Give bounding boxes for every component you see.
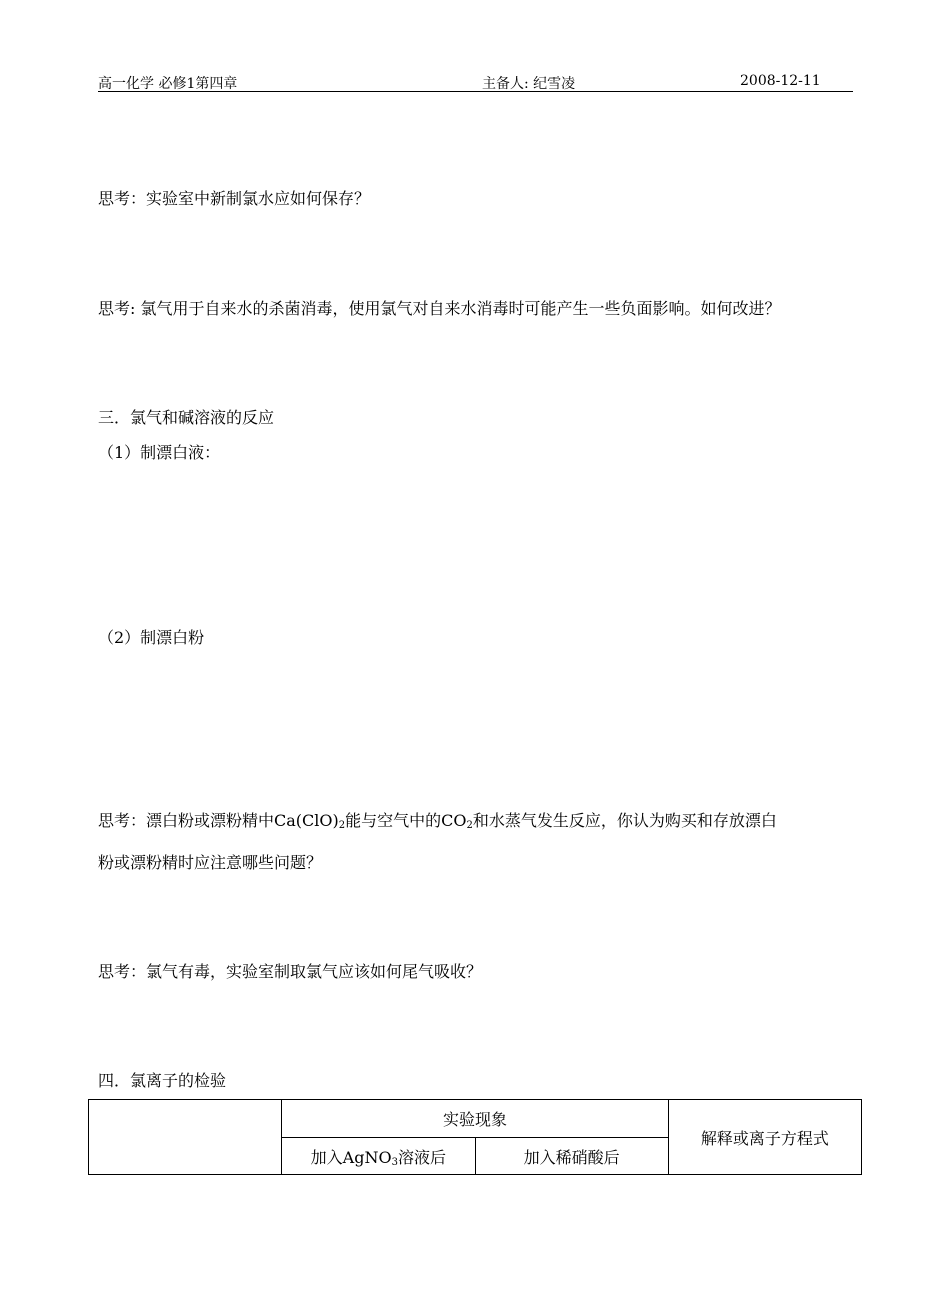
question-bleach-storage-line-2: 粉或漂粉精时应注意哪些问题？ <box>98 853 323 872</box>
header-phenomenon: 实验现象 <box>282 1100 669 1138</box>
header-date: 2008-12-11 <box>740 73 821 89</box>
section-3-title: 三．氯气和碱溶液的反应 <box>98 408 275 427</box>
section-3-item-1: （1）制漂白液： <box>98 443 221 462</box>
agno3-label-1: 加入AgNO <box>310 1147 392 1167</box>
table-empty-cell <box>89 1100 282 1175</box>
question-bleach-storage-line-1 <box>98 808 777 831</box>
agno3-subscript: 3 <box>391 1156 398 1168</box>
question-tail-gas: 思考：氯气有毒，实验室制取氯气应该如何尾气吸收？ <box>98 962 483 981</box>
header-explanation: 解释或离子方程式 <box>668 1100 861 1175</box>
header-course: 高一化学 必修1第四章 <box>98 76 238 92</box>
q3-text-1: 思考：漂白粉或漂粉精中Ca(ClO) <box>98 811 339 830</box>
q3-subscript-2: 2 <box>466 820 473 831</box>
header-author: 主备人: 纪雪凌 <box>482 76 576 92</box>
q3-text-2: 能与空气中的CO <box>345 811 467 830</box>
question-chlorine-water-storage: 思考：实验室中新制氯水应如何保存？ <box>98 189 371 208</box>
q3-subscript-1: 2 <box>338 820 346 831</box>
chloride-test-table <box>88 1099 862 1175</box>
header-after-agno3 <box>282 1138 475 1175</box>
page-header <box>98 73 853 92</box>
q3-text-3: 和水蒸气发生反应，你认为购买和存放漂白 <box>472 811 777 830</box>
section-4-title: 四．氯离子的检验 <box>98 1071 227 1090</box>
agno3-label-2: 溶液后 <box>397 1147 446 1167</box>
header-after-nitric-acid: 加入稀硝酸后 <box>475 1138 668 1175</box>
question-disinfection: 思考: 氯气用于自来水的杀菌消毒，使用氯气对自来水消毒时可能产生一些负面影响。如何改进？ <box>98 299 781 318</box>
section-3-item-2: （2）制漂白粉 <box>98 628 205 647</box>
